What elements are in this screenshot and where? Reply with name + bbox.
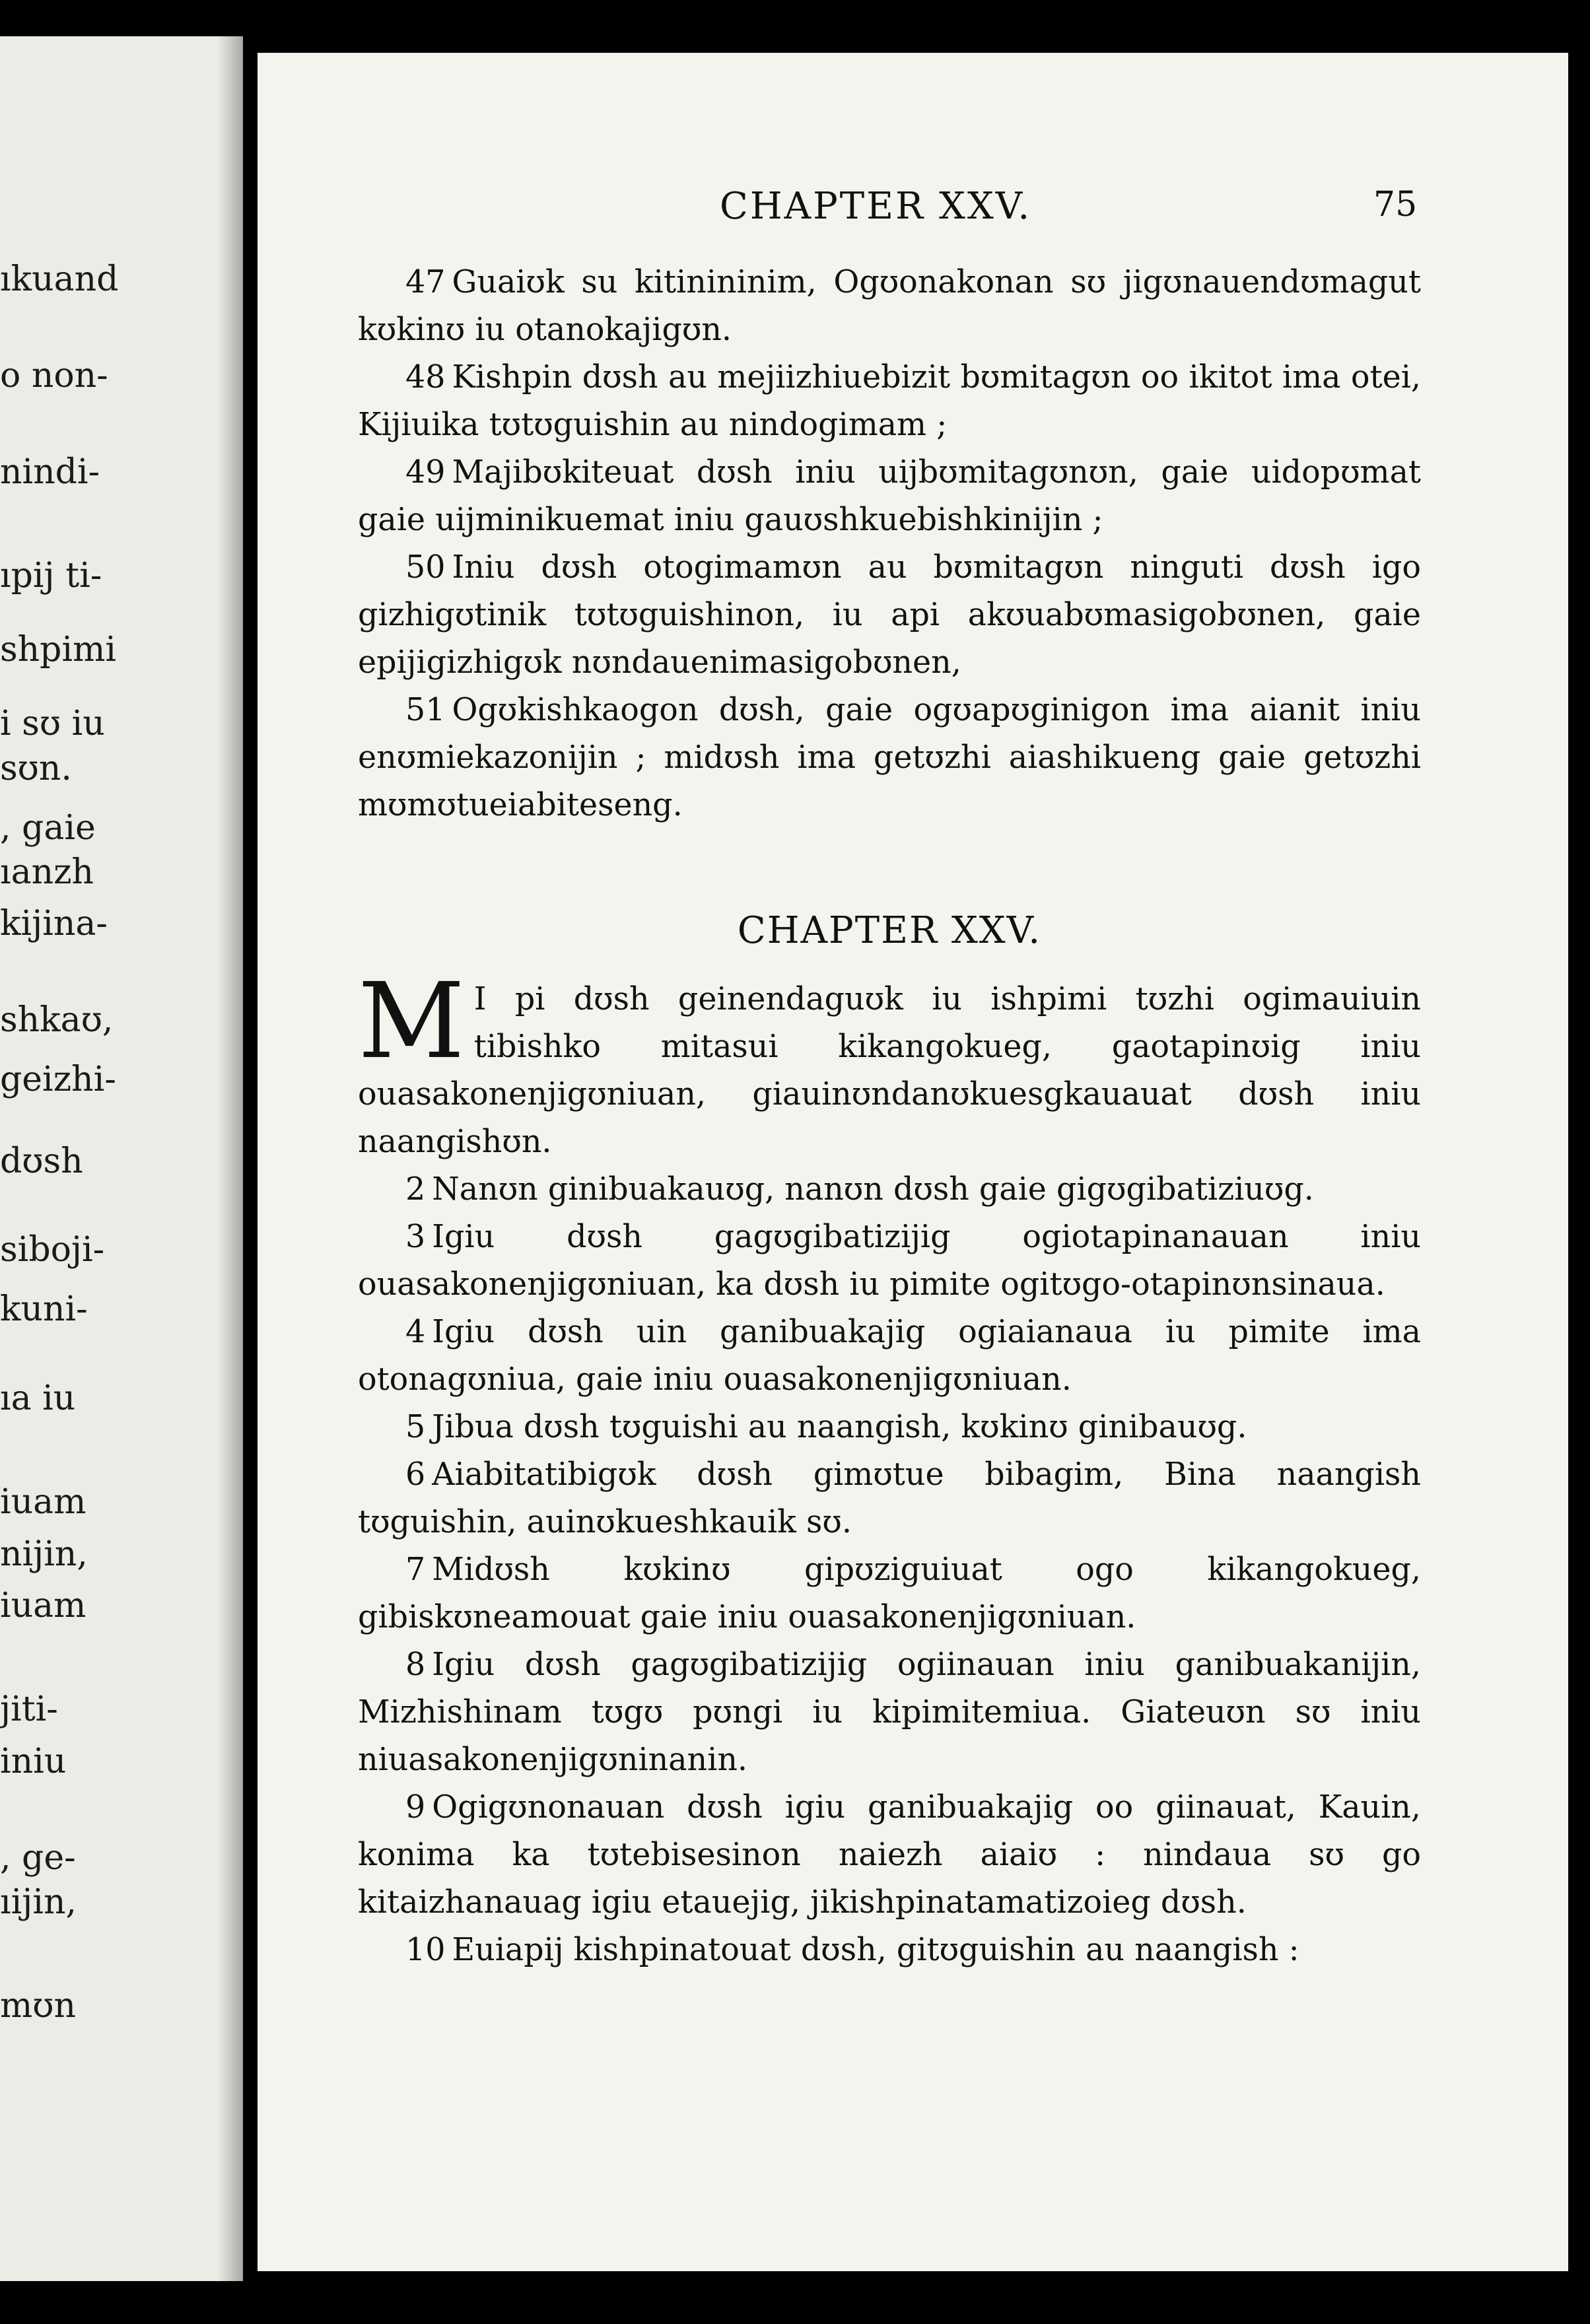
- verse-number: 8: [405, 1647, 426, 1683]
- left-page-line-fragment: iuam: [0, 1482, 86, 1522]
- left-page-line-fragment: kijina-: [0, 904, 108, 944]
- verse-text: Igiu dʊsh gagʊgibatizijig ogiotapinanauan iniu ouasakonenjigʊniuan, ka dʊsh iu pimite ogitʊgo-otapinʊnsinaua.: [358, 1219, 1421, 1303]
- left-page-line-fragment: iuam: [0, 1586, 86, 1626]
- verse-number: 10: [405, 1932, 446, 1968]
- chapter-24-ending: [358, 259, 1421, 829]
- verse-text: Euiapij kishpinatouat dʊsh, gitʊguishin au naangish :: [452, 1932, 1299, 1968]
- verse-number: 9: [405, 1789, 426, 1826]
- left-page-line-fragment: jiti-: [0, 1690, 58, 1730]
- verse-number: 50: [405, 549, 446, 586]
- verse-3: [358, 1213, 1421, 1309]
- verse-7: [358, 1546, 1421, 1641]
- left-page-line-fragment: , ge-: [0, 1837, 76, 1878]
- left-page-line-fragment: ıanzh: [0, 852, 94, 892]
- chapter-heading: CHAPTER XXV.: [737, 909, 1042, 952]
- left-page-line-fragment: shpimi: [0, 630, 117, 670]
- page-number: 75: [1373, 185, 1418, 224]
- verse-text: Igiu dʊsh gagʊgibatizijig ogiinauan iniu ganibuakanijin, Mizhishinam tʊgʊ pʊngi iu kipimitemiua. Giateuʊn sʊ iniu niuasakonenjigʊninanin.: [358, 1647, 1421, 1778]
- running-title: CHAPTER XXV.: [720, 185, 1032, 228]
- verse-number: 5: [405, 1409, 426, 1445]
- left-page-line-fragment: ıa iu: [0, 1378, 76, 1418]
- right-page: [258, 53, 1568, 2271]
- verse-number: 49: [405, 454, 446, 491]
- verse-text: Midʊsh kʊkinʊ gipʊziguiuat ogo kikangokueg, gibiskʊneamouat gaie iniu ouasakonenjigʊniuan.: [358, 1552, 1421, 1635]
- left-page-line-fragment: nindi-: [0, 452, 100, 492]
- left-page-line-fragment: o non-: [0, 355, 108, 395]
- verse-48: [358, 354, 1421, 449]
- verse-number: 7: [405, 1552, 426, 1588]
- left-facing-page: [0, 36, 243, 2281]
- left-page-line-fragment: mʊn: [0, 1986, 77, 2026]
- verse-number: 48: [405, 359, 446, 395]
- verse-text: Ogigʊnonauan dʊsh igiu ganibuakajig oo giinauat, Kauin, konima ka tʊtebisesinon naiezh aiaiʊ : nindaua sʊ go kitaizhanauag igiu etauejig, jikishpinatamatizoieg dʊsh.: [358, 1789, 1421, 1921]
- verse-text: Kishpin dʊsh au mejiizhiuebizit bʊmitagʊn oo ikitot ima otei, Kijiuika tʊtʊguishin au nindogimam ;: [358, 359, 1421, 443]
- verse-number: 2: [405, 1171, 426, 1208]
- verse-text: Aiabitatibigʊk dʊsh gimʊtue bibagim, Bina naangish tʊguishin, auinʊkueshkauik sʊ.: [358, 1456, 1421, 1540]
- verse-5: [358, 1404, 1421, 1451]
- left-page-line-fragment: dʊsh: [0, 1141, 83, 1181]
- left-page-line-fragment: sʊn.: [0, 748, 72, 788]
- verse-number: 6: [405, 1456, 426, 1493]
- left-page-line-fragment: iniu: [0, 1741, 67, 1781]
- verse-4: [358, 1309, 1421, 1404]
- verse-number: 51: [405, 692, 446, 728]
- verse-text: Igiu dʊsh uin ganibuakajig ogiaianaua iu pimite ima otonagʊniua, gaie iniu ouasakonenjigʊniuan.: [358, 1314, 1421, 1398]
- verse-number: 47: [405, 264, 446, 300]
- left-page-line-fragment: ıijin,: [0, 1882, 77, 1923]
- verse-2: [358, 1166, 1421, 1213]
- verse-47: [358, 259, 1421, 354]
- left-page-line-fragment: geizhi-: [0, 1060, 116, 1100]
- verse-51: [358, 687, 1421, 829]
- verse-text: Guaiʊk su kitinininim, Ogʊonakonan sʊ jigʊnauendʊmagut kʊkinʊ iu otanokajigʊn.: [358, 264, 1421, 348]
- left-page-line-fragment: nijin,: [0, 1534, 88, 1574]
- verse-text: Iniu dʊsh otogimamʊn au bʊmitagʊn ninguti dʊsh igo gizhigʊtinik tʊtʊguishinon, iu api akʊuabʊmasigobʊnen, gaie epijigizhigʊk nʊndauenimasigobʊnen,: [358, 549, 1421, 681]
- verse-text: Jibua dʊsh tʊguishi au naangish, kʊkinʊ ginibauʊg.: [432, 1409, 1247, 1445]
- verse-text: Majibʊkiteuat dʊsh iniu uijbʊmitagʊnʊn, gaie uidopʊmat gaie uijminikuemat iniu gauʊshkuebishkinijin ;: [358, 454, 1421, 538]
- book-gutter-shadow: [218, 36, 258, 2281]
- verse-text: I pi dʊsh geinendaguʊk iu ishpimi tʊzhi ogimauiuin tibishko mitasui kikangokueg, gaotapinʊig iniu ouasakonenjigʊniuan, giauinʊndanʊkuesgkauauat dʊsh iniu naangishʊn.: [358, 981, 1421, 1160]
- verse-9: [358, 1784, 1421, 1927]
- verse-50: [358, 544, 1421, 687]
- left-page-line-fragment: siboji-: [0, 1230, 105, 1270]
- verse-text: Ogʊkishkaogon dʊsh, gaie ogʊapʊginigon ima aianit iniu enʊmiekazonijin ; midʊsh ima getʊzhi aiashikueng gaie getʊzhi mʊmʊtueiabiteseng.: [358, 692, 1421, 823]
- running-head: [258, 185, 1568, 238]
- text-block: [358, 259, 1421, 1974]
- verse-1: [358, 961, 1421, 1166]
- left-page-line-fragment: shkaʊ,: [0, 1000, 114, 1041]
- left-page-line-fragment: ıpij ti-: [0, 555, 102, 596]
- verse-number: 3: [405, 1219, 426, 1255]
- left-page-line-fragment: ıkuand: [0, 259, 119, 299]
- chapter-25-verses: [358, 1166, 1421, 1974]
- verse-49: [358, 449, 1421, 544]
- left-page-line-fragment: kuni-: [0, 1289, 88, 1330]
- left-page-line-fragment: i sʊ iu: [0, 704, 105, 744]
- verse-8: [358, 1641, 1421, 1784]
- left-page-line-fragment: , gaie: [0, 807, 96, 848]
- drop-cap: M: [358, 961, 465, 1082]
- verse-text: Nanʊn ginibuakauʊg, nanʊn dʊsh gaie gigʊgibatiziuʊg.: [432, 1171, 1314, 1208]
- verse-10: [358, 1927, 1421, 1974]
- verse-number: 4: [405, 1314, 426, 1350]
- verse-6: [358, 1451, 1421, 1546]
